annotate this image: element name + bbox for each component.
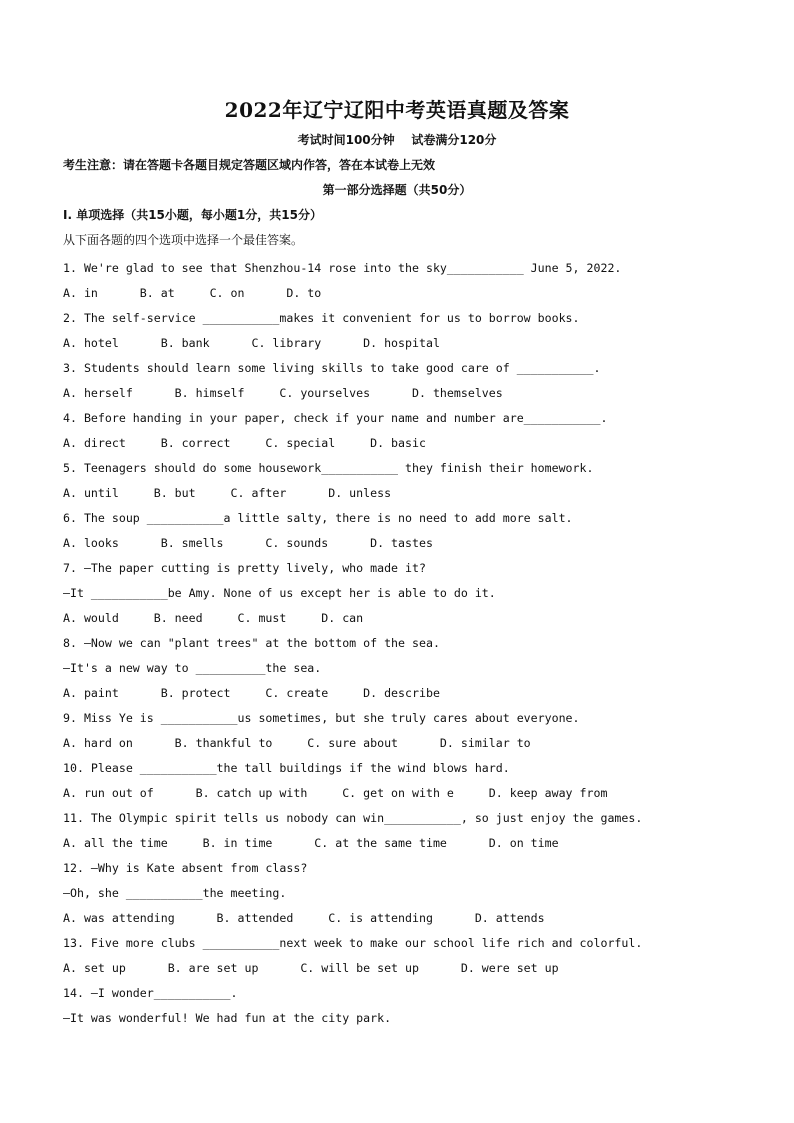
question-list xyxy=(63,256,763,1031)
question-text: 13. Five more clubs ___________next week to make our school life rich and colorful. xyxy=(63,936,643,950)
answer-options: A. looks B. smells C. sounds D. tastes xyxy=(63,536,433,550)
question-text: 6. The soup ___________a little salty, there is no need to add more salt. xyxy=(63,511,573,525)
section-instruction: 从下面各题的四个选项中选择一个最佳答案。 xyxy=(63,233,304,247)
question-text: 2. The self-service ___________makes it convenient for us to borrow books. xyxy=(63,311,580,325)
answer-options: A. direct B. correct C. special D. basic xyxy=(63,436,426,450)
question-text: 8. —Now we can "plant trees" at the bottom of the sea. xyxy=(63,636,440,650)
question-text: 12. —Why is Kate absent from class? xyxy=(63,861,308,875)
question-text: 11. The Olympic spirit tells us nobody can win___________, so just enjoy the games. xyxy=(63,811,643,825)
answer-options: A. herself B. himself C. yourselves D. themselves xyxy=(63,386,503,400)
page-title: 2022年辽宁辽阳中考英语真题及答案 xyxy=(224,98,570,122)
question-text: —It ___________be Amy. None of us except her is able to do it. xyxy=(63,586,496,600)
answer-options: A. hotel B. bank C. library D. hospital xyxy=(63,336,440,350)
question-text: —Oh, she ___________the meeting. xyxy=(63,886,287,900)
answer-options: A. run out of B. catch up with C. get on with e D. keep away from xyxy=(63,786,608,800)
question-text: —It's a new way to __________the sea. xyxy=(63,661,322,675)
answer-options: A. in B. at C. on D. to xyxy=(63,286,322,300)
part-heading: 第一部分选择题（共50分） xyxy=(322,183,472,197)
exam-notice: 考生注意：请在答题卡各题目规定答题区域内作答，答在本试卷上无效 xyxy=(63,158,436,172)
exam-time-info: 考试时间100分钟 试卷满分120分 xyxy=(297,133,497,147)
section-heading: I. 单项选择（共15小题，每小题1分，共15分） xyxy=(63,208,322,222)
question-text: 3. Students should learn some living skills to take good care of ___________. xyxy=(63,361,601,375)
answer-options: A. all the time B. in time C. at the same time D. on time xyxy=(63,836,559,850)
question-text: —It was wonderful! We had fun at the city park. xyxy=(63,1011,392,1025)
answer-options: A. paint B. protect C. create D. describe xyxy=(63,686,440,700)
answer-options: A. until B. but C. after D. unless xyxy=(63,486,392,500)
question-text: 4. Before handing in your paper, check if your name and number are___________. xyxy=(63,411,608,425)
question-text: 1. We're glad to see that Shenzhou-14 rose into the sky___________ June 5, 2022. xyxy=(63,261,622,275)
question-text: 10. Please ___________the tall buildings if the wind blows hard. xyxy=(63,761,510,775)
answer-options: A. would B. need C. must D. can xyxy=(63,611,364,625)
answer-options: A. was attending B. attended C. is attending D. attends xyxy=(63,911,545,925)
answer-options: A. set up B. are set up C. will be set up D. were set up xyxy=(63,961,559,975)
question-text: 7. —The paper cutting is pretty lively, who made it? xyxy=(63,561,426,575)
answer-options: A. hard on B. thankful to C. sure about D. similar to xyxy=(63,736,531,750)
question-text: 9. Miss Ye is ___________us sometimes, but she truly cares about everyone. xyxy=(63,711,580,725)
question-text: 14. —I wonder___________. xyxy=(63,986,238,1000)
question-text: 5. Teenagers should do some housework___________ they finish their homework. xyxy=(63,461,594,475)
